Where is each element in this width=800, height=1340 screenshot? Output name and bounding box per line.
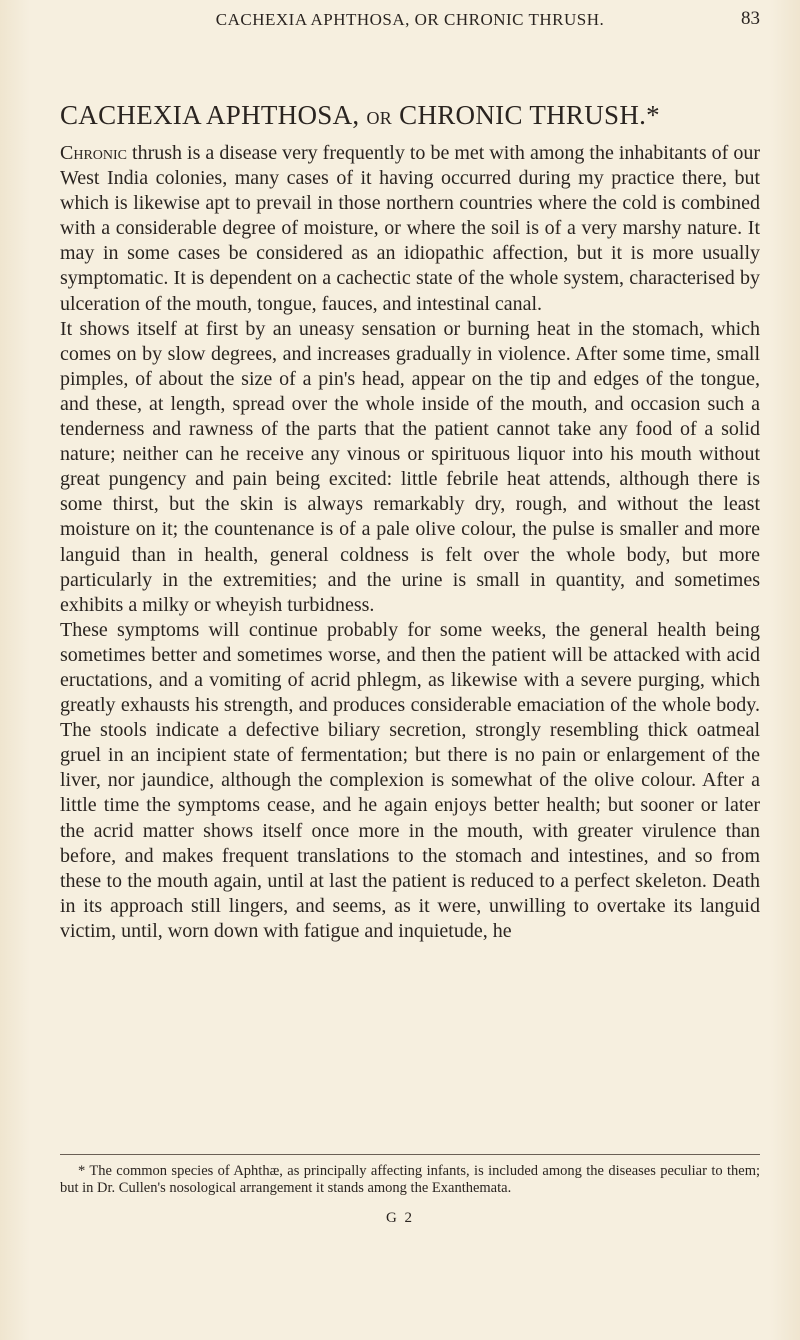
paragraph-lead: Chronic: [60, 142, 128, 164]
heading-or: OR: [366, 108, 393, 128]
footnote: [60, 1163, 760, 1196]
page-number: 83: [741, 8, 760, 29]
footnote-rule: [60, 1154, 760, 1155]
running-head: [60, 6, 760, 36]
chapter-heading: [60, 100, 760, 131]
running-title: CACHEXIA APHTHOSA, OR CHRONIC THRUSH.: [215, 10, 605, 29]
heading-part-2: CHRONIC THRUSH.*: [392, 100, 660, 130]
paragraph-text: thrush is a disease very frequently to be met with among the inhabitants of our West India colonies, many cases of it having occurred during my practice there, but which is likewise apt to prevail in those northern countries where the cold is combined with a considerable degree of moisture, or where the soil is of a very marshy nature. It may in some cases be considered as an idiopathic affection, but it is more usually symptomatic. It is dependent on a cachectic state of the whole system, characterised by ulceration of the mouth, tongue, fauces, and intestinal canal.: [60, 142, 760, 315]
paragraph-text: It shows itself at first by an uneasy sensation or burning heat in the stomach, which comes on by slow degrees, and increases gradually in violence. After some time, small pimples, of about the size of a pin's head, appear on the tip and edges of the tongue, and these, at length, spread over the whole inside of the mouth, and occasion such a tenderness and rawness of the parts that the patient cannot take any food of a solid nature; neither can he receive any vinous or spirituous liquor into his mouth without great pungency and pain being excited: little febrile heat attends, although there is some thirst, but the skin is always remarkably dry, rough, and without the least moisture on it; the countenance is of a pale olive colour, the pulse is smaller and more languid than in health, general coldness is felt over the whole body, but more particularly in the extremities; and the urine is small in quantity, and sometimes exhibits a milky or wheyish turbidness.: [60, 317, 760, 616]
signature-mark: G 2: [385, 1210, 415, 1226]
footnote-text: * The common species of Aphthæ, as principally affecting infants, is included among the diseases peculiar to them; but in Dr. Cullen's nosological arrangement it stands among the Exanthemata.: [60, 1163, 760, 1196]
body-text: [60, 141, 760, 944]
paragraph-3: [60, 618, 760, 944]
heading-part-1: CACHEXIA APHTHOSA,: [60, 100, 367, 130]
paragraph-2: [60, 317, 760, 618]
paragraph-text: These symptoms will continue probably for some weeks, the general health being sometimes better and sometimes worse, and then the patient will be attacked with acid eructations, and a vomiting of acrid phlegm, as likewise with a severe purging, which greatly exhausts his strength, and produces considerable emaciation of the whole body. The stools indicate a defective biliary secretion, strongly resembling thick oatmeal gruel in an incipient state of fermentation; but there is no pain or enlargement of the liver, nor jaundice, although the complexion is somewhat of the olive colour. After a little time the symptoms cease, and he again enjoys better health; but sooner or later the acrid matter shows itself once more in the mouth, with greater virulence than before, and makes frequent translations to the stomach and intestines, and so from these to the mouth again, until at last the patient is reduced to a perfect skeleton. Death in its approach still lingers, and seems, as it were, unwilling to overtake its languid victim, until, worn down with fatigue and inquietude, he: [60, 618, 760, 942]
paragraph-1: [60, 141, 760, 317]
